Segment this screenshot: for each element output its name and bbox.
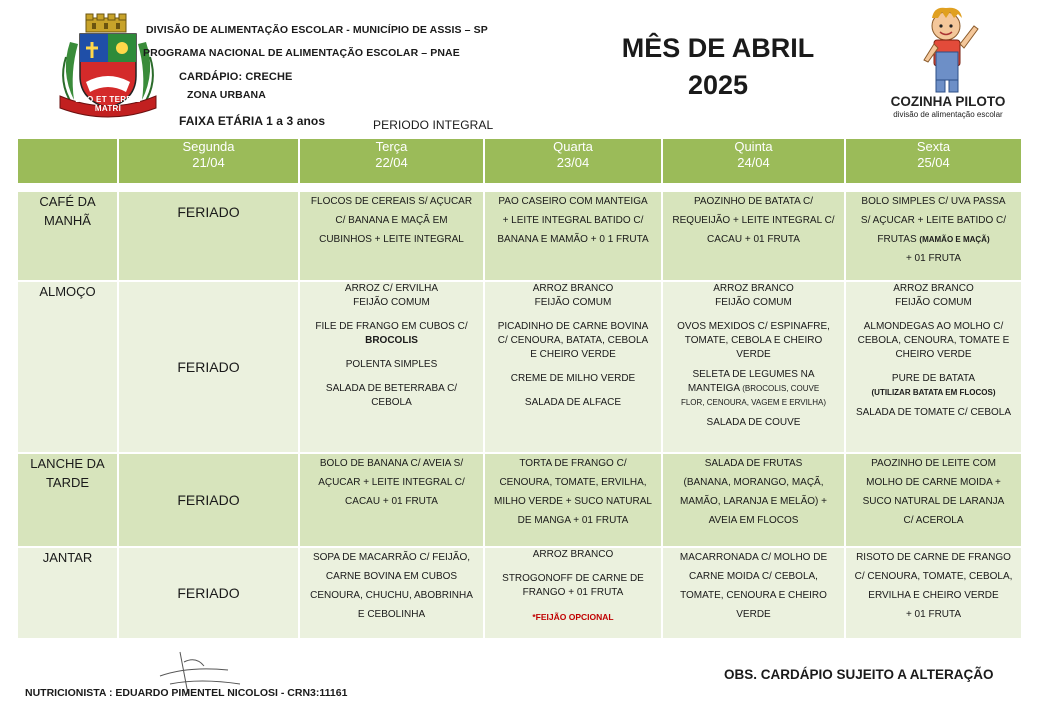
- day-header-segunda: [118, 138, 299, 184]
- menu-line: FEIJÃO COMUM: [715, 297, 792, 308]
- day-name: Segunda: [182, 139, 235, 154]
- menu-line: SUCO NATURAL DE LARANJA: [862, 496, 1005, 507]
- menu-line: FLOCOS DE CEREAIS S/ AÇUCAR: [310, 196, 473, 207]
- menu-line: ERVILHA E CHEIRO VERDE: [868, 590, 999, 601]
- menu-line: BOLO DE BANANA C/ AVEIA S/: [319, 458, 464, 469]
- cell-jantar-terca: [299, 547, 484, 639]
- menu-line: TOMATE, CENOURA E CHEIRO: [680, 590, 827, 601]
- cell-almoco-segunda: [118, 281, 299, 453]
- menu-line: ARROZ BRANCO: [532, 283, 614, 294]
- meal-label-line: ALMOÇO: [39, 284, 96, 299]
- month-title: [598, 30, 838, 104]
- menu-line: FLOR, CENOURA, VAGEM E ERVILHA): [680, 398, 827, 407]
- disclaimer: OBS. CARDÁPIO SUJEITO A ALTERAÇÃO: [724, 667, 994, 682]
- menu-table: [16, 137, 1023, 640]
- division-title: DIVISÃO DE ALIMENTAÇÃO ESCOLAR - MUNICÍPIO DE ASSIS – SP: [146, 24, 488, 36]
- menu-line: PICADINHO DE CARNE BOVINA: [497, 321, 649, 332]
- menu-line: MACARRONADA C/ MOLHO DE: [679, 552, 828, 563]
- meal-label-line: LANCHE DA: [30, 456, 105, 471]
- menu-type: CARDÁPIO: CRECHE: [179, 71, 293, 83]
- meal-row-almoco: [17, 281, 1022, 453]
- day-name: Quinta: [734, 139, 773, 154]
- meal-label-almoco: [17, 281, 118, 453]
- menu-line: CACAU + 01 FRUTA: [707, 234, 800, 245]
- menu-line: ARROZ BRANCO: [713, 283, 794, 294]
- cell-almoco-quarta: [484, 281, 662, 453]
- meal-row-lanche: [17, 453, 1022, 547]
- optional-note: *FEIJÃO OPCIONAL: [532, 612, 614, 622]
- menu-line: FRANGO + 01 FRUTA: [522, 587, 624, 598]
- menu-line: RISOTO DE CARNE DE FRANGO: [856, 552, 1011, 563]
- menu-line: PAOZINHO DE LEITE COM: [871, 458, 996, 469]
- menu-line: TORTA DE FRANGO C/: [519, 458, 627, 469]
- menu-line: ALMONDEGAS AO MOLHO C/: [863, 321, 1004, 332]
- day-name: Sexta: [916, 139, 951, 154]
- cell-lanche-terca: [299, 453, 484, 547]
- menu-line: FILE DE FRANGO EM CUBOS C/: [315, 321, 468, 332]
- day-name: Terça: [375, 139, 408, 154]
- menu-line: C/ BANANA E MAÇÃ EM: [335, 215, 448, 226]
- spacer-row: [17, 184, 1022, 191]
- menu-line: SOPA DE MACARRÃO C/ FEIJÃO,: [312, 552, 471, 563]
- meal-row-jantar: [17, 547, 1022, 639]
- menu-line: MAMÃO, LARANJA E MELÃO) +: [680, 496, 827, 507]
- cell-jantar-segunda: [118, 547, 299, 639]
- cell-almoco-terca: [299, 281, 484, 453]
- day-date: 25/04: [917, 155, 950, 170]
- menu-line: E CEBOLINHA: [357, 609, 426, 620]
- day-header-sexta: [845, 138, 1022, 184]
- menu-line: CENOURA, CHUCHU, ABOBRINHA: [310, 590, 473, 601]
- cell-cafe-segunda: [118, 191, 299, 281]
- menu-line: SELETA DE LEGUMES NA: [692, 369, 815, 380]
- menu-line: CUBINHOS + LEITE INTEGRAL: [319, 234, 464, 245]
- menu-line: AVEIA EM FLOCOS: [708, 515, 799, 526]
- menu-line: E CHEIRO VERDE: [530, 349, 616, 360]
- day-date: 21/04: [192, 155, 225, 170]
- meal-label-jantar: [17, 547, 118, 639]
- year: 2025: [687, 70, 749, 100]
- holiday-label: FERIADO: [177, 492, 240, 508]
- menu-line: MOLHO DE CARNE MOIDA +: [866, 477, 1001, 488]
- meal-label-line: CAFÉ DA: [39, 194, 96, 209]
- meal-label-cafe: [17, 191, 118, 281]
- menu-line: PURE DE BATATA: [891, 373, 976, 384]
- meal-label-line: JANTAR: [42, 550, 93, 565]
- day-date: 23/04: [556, 155, 590, 170]
- menu-line: + 01 FRUTA: [905, 253, 962, 264]
- logo-name: COZINHA PILOTO: [890, 94, 1006, 109]
- day-date: 24/04: [737, 155, 770, 170]
- menu-line: SALADA DE FRUTAS: [704, 458, 803, 469]
- logo-subtitle: divisão de alimentação escolar: [893, 110, 1003, 119]
- menu-line: C/ CENOURA, BATATA, CEBOLA: [497, 335, 649, 346]
- menu-line: TOMATE, CEBOLA E CHEIRO: [684, 335, 823, 346]
- menu-line: PAOZINHO DE BATATA C/: [693, 196, 814, 207]
- menu-line: FEIJÃO COMUM: [534, 297, 612, 308]
- cell-lanche-segunda: [118, 453, 299, 547]
- menu-line: CREME DE MILHO VERDE: [510, 373, 636, 384]
- month-name: MÊS DE ABRIL: [621, 33, 815, 63]
- meal-label-line: TARDE: [45, 475, 90, 490]
- day-name: Quarta: [553, 139, 593, 154]
- menu-line: CENOURA, TOMATE, ERVILHA,: [499, 477, 647, 488]
- cell-cafe-sexta: [845, 191, 1022, 281]
- menu-text: FRUTAS: [877, 234, 920, 245]
- menu-line: + 01 FRUTA: [905, 609, 962, 620]
- age-range: FAIXA ETÁRIA 1 a 3 anos: [179, 114, 326, 128]
- cell-cafe-quarta: [484, 191, 662, 281]
- day-header-quinta: [662, 138, 845, 184]
- cell-lanche-sexta: [845, 453, 1022, 547]
- menu-line: (BANANA, MORANGO, MAÇÃ,: [683, 477, 824, 488]
- corner-cell: [17, 138, 118, 184]
- menu-text: MANTEIGA: [687, 383, 743, 394]
- meal-label-line: MANHÃ: [44, 213, 91, 228]
- holiday-label: FERIADO: [177, 585, 240, 601]
- crest-motto: DEO ET TERRÆ MATRI: [75, 95, 141, 113]
- menu-line: + LEITE INTEGRAL BATIDO C/: [502, 215, 644, 226]
- municipal-crest: [56, 12, 160, 122]
- cell-lanche-quarta: [484, 453, 662, 547]
- menu-line: SALADA DE ALFACE: [524, 397, 622, 408]
- menu-line: VERDE: [736, 349, 771, 360]
- cozinha-piloto-logo: [878, 4, 1018, 124]
- menu-line: BOLO SIMPLES C/ UVA PASSA: [861, 196, 1006, 207]
- menu-line: SALADA DE COUVE: [706, 417, 801, 428]
- menu-note: (BROCOLIS, COUVE: [742, 384, 820, 393]
- day-header-terca: [299, 138, 484, 184]
- menu-line: OVOS MEXIDOS C/ ESPINAFRE,: [677, 321, 830, 332]
- day-header-quarta: [484, 138, 662, 184]
- nutritionist: NUTRICIONISTA : EDUARDO PIMENTEL NICOLOSI - CRN3:11161: [25, 687, 348, 699]
- menu-line: CEBOLA, CENOURA, TOMATE E: [857, 335, 1010, 346]
- cell-jantar-quarta: [484, 547, 662, 639]
- menu-line: S/ AÇUCAR + LEITE BATIDO C/: [860, 215, 1007, 226]
- menu-line: ARROZ BRANCO: [893, 283, 974, 294]
- menu-line: BROCOLIS: [365, 335, 418, 346]
- day-date: 22/04: [375, 155, 408, 170]
- program-title: PROGRAMA NACIONAL DE ALIMENTAÇÃO ESCOLAR – PNAE: [143, 47, 460, 59]
- cell-cafe-quinta: [662, 191, 845, 281]
- menu-line: C/ CENOURA, TOMATE, CEBOLA,: [854, 571, 1013, 582]
- menu-line: PAO CASEIRO COM MANTEIGA: [498, 196, 648, 207]
- menu-line: DE MANGA + 01 FRUTA: [517, 515, 629, 526]
- menu-line: REQUEIJÃO + LEITE INTEGRAL C/: [672, 215, 835, 226]
- menu-line: MILHO VERDE + SUCO NATURAL: [494, 496, 652, 507]
- menu-line: SALADA DE TOMATE C/ CEBOLA: [855, 407, 1012, 418]
- menu-line: VERDE: [736, 609, 771, 620]
- menu-line: CEBOLA: [371, 397, 412, 408]
- menu-line: CARNE MOIDA C/ CEBOLA,: [689, 571, 818, 582]
- menu-line: POLENTA SIMPLES: [345, 359, 438, 370]
- cell-jantar-sexta: [845, 547, 1022, 639]
- menu-line: CARNE BOVINA EM CUBOS: [325, 571, 458, 582]
- menu-line: ARROZ C/ ERVILHA: [344, 283, 439, 294]
- menu-line: BANANA E MAMÃO + 0 1 FRUTA: [497, 234, 649, 245]
- cell-almoco-sexta: [845, 281, 1022, 453]
- menu-line: FEIJÃO COMUM: [895, 297, 972, 308]
- meal-label-lanche: [17, 453, 118, 547]
- cell-cafe-terca: [299, 191, 484, 281]
- meal-row-cafe: [17, 191, 1022, 281]
- menu-line: [846, 230, 1021, 249]
- cell-jantar-quinta: [662, 547, 845, 639]
- menu-line: [663, 382, 844, 396]
- menu-line: FEIJÃO COMUM: [353, 297, 430, 308]
- cell-almoco-quinta: [662, 281, 845, 453]
- holiday-label: FERIADO: [177, 204, 240, 220]
- holiday-label: FERIADO: [177, 359, 240, 375]
- zone: ZONA URBANA: [187, 89, 266, 101]
- period: PERIODO INTEGRAL: [373, 118, 494, 132]
- menu-line: ARROZ BRANCO: [532, 549, 614, 560]
- menu-line: AÇUCAR + LEITE INTEGRAL C/: [318, 477, 465, 488]
- menu-line: STROGONOFF DE CARNE DE: [502, 573, 644, 584]
- menu-line: (UTILIZAR BATATA EM FLOCOS): [871, 388, 996, 397]
- menu-line: C/ ACEROLA: [903, 515, 964, 526]
- menu-note: (MAMÃO E MAÇÃ): [919, 235, 990, 244]
- menu-line: CHEIRO VERDE: [895, 349, 972, 360]
- cell-lanche-quinta: [662, 453, 845, 547]
- menu-line: CACAU + 01 FRUTA: [345, 496, 438, 507]
- day-header-row: [17, 138, 1022, 184]
- menu-line: SALADA DE BETERRABA C/: [325, 383, 458, 394]
